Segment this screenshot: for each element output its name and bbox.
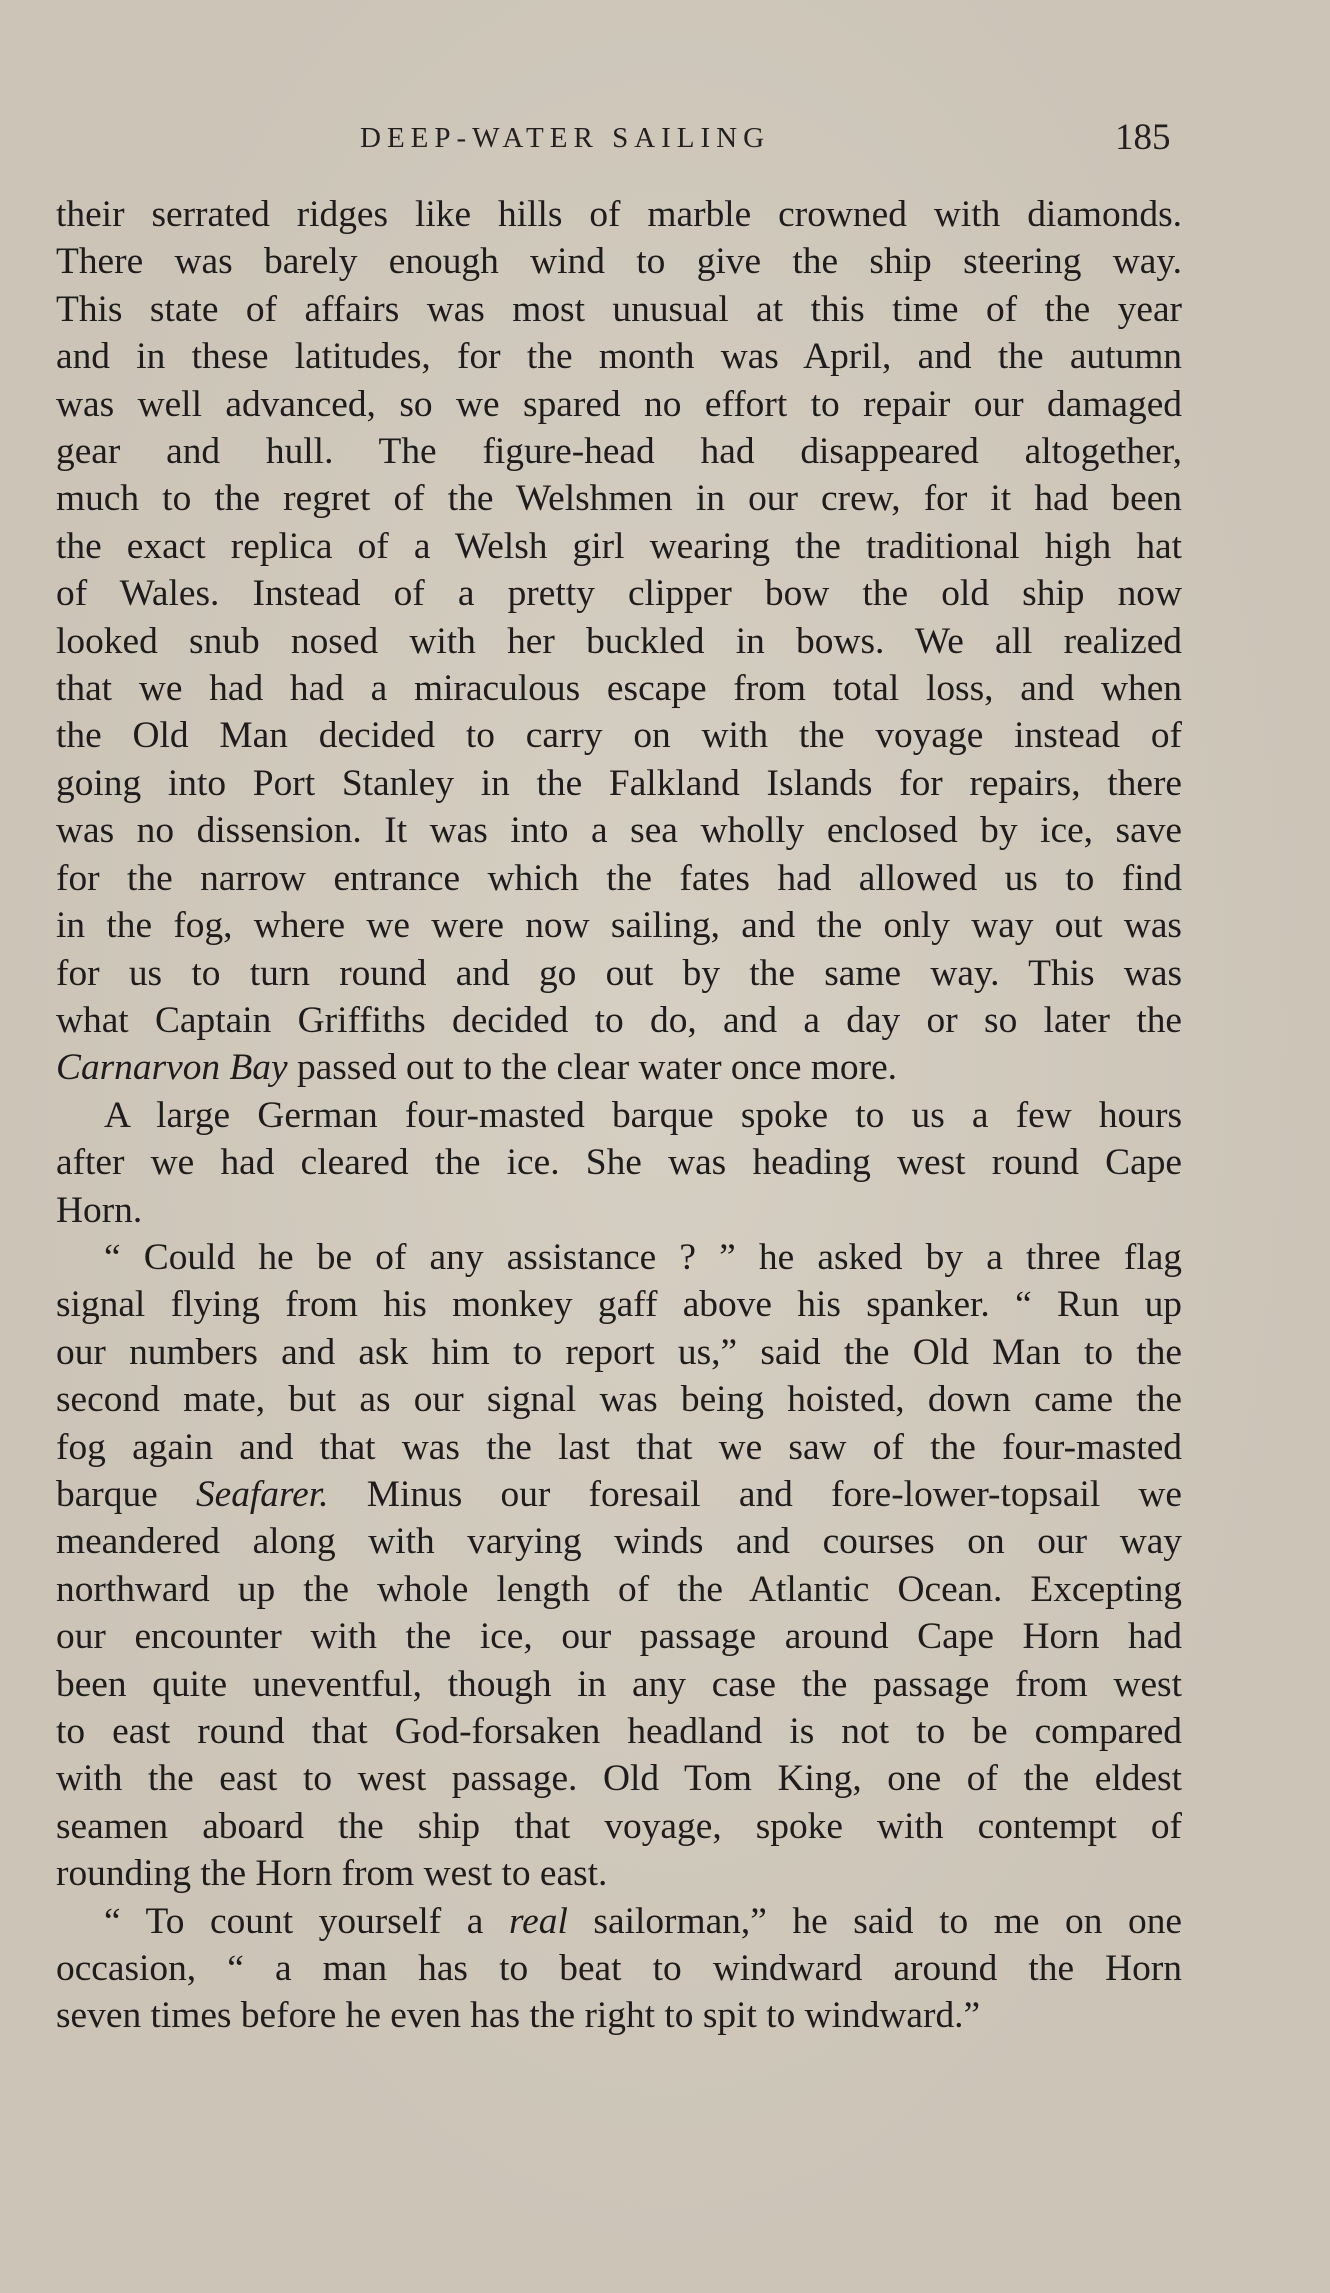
- text-fragment: sailorman,” he said to me on one: [567, 1900, 1182, 1942]
- text-fragment: passed out to the clear water once more.: [287, 1047, 898, 1089]
- text-fragment: barque: [56, 1473, 196, 1515]
- text-line: looked snub nosed with her buckled in bows. We all realized: [56, 620, 1182, 662]
- text-line: the exact replica of a Welsh girl wearing the traditional high hat: [56, 525, 1182, 567]
- emphasis-italic: real: [508, 1900, 568, 1942]
- ship-name-italic: Seafarer.: [195, 1473, 329, 1515]
- text-line: much to the regret of the Welshmen in our crew, for it had been: [56, 478, 1182, 520]
- text-line: gear and hull. The figure-head had disappeared altogether,: [56, 431, 1182, 473]
- text-line: fog again and that was the last that we saw of the four-masted: [56, 1426, 1182, 1468]
- ship-name-italic: Carnarvon Bay: [56, 1047, 288, 1089]
- paragraph-3: [56, 1234, 1182, 1898]
- text-line: northward up the whole length of the Atlantic Ocean. Excepting: [56, 1568, 1182, 1610]
- text-line: Horn.: [56, 1189, 143, 1231]
- text-fragment: “ To count yourself a: [104, 1900, 509, 1942]
- paragraph-2: [56, 1092, 1182, 1234]
- text-line: their serrated ridges like hills of marble crowned with diamonds.: [56, 194, 1182, 235]
- text-line: occasion, “ a man has to beat to windward around the Horn: [56, 1948, 1182, 1990]
- text-line: “ Could he be of any assistance ? ” he asked by a three flag: [104, 1236, 1182, 1278]
- text-line: to east round that God-forsaken headland is not to be compared: [56, 1711, 1182, 1752]
- text-line: seamen aboard the ship that voyage, spoke with contempt of: [56, 1805, 1182, 1847]
- paragraph-1: [56, 191, 1182, 1092]
- running-head: [0, 113, 1330, 163]
- text-line: This state of affairs was most unusual at this time of the year: [56, 288, 1182, 330]
- text-line: rounding the Horn from west to east.: [56, 1853, 608, 1895]
- text-line: what Captain Griffiths decided to do, and a day or so later the: [56, 999, 1182, 1041]
- text-line: seven times before he even has the right to spit to windward.”: [56, 1995, 981, 2037]
- text-line: with the east to west passage. Old Tom King, one of the eldest: [56, 1758, 1182, 1800]
- text-line: and in these latitudes, for the month was April, and the autumn: [56, 336, 1182, 378]
- text-line: for us to turn round and go out by the same way. This was: [56, 952, 1182, 994]
- text-line: was well advanced, so we spared no effort to repair our damaged: [56, 383, 1182, 425]
- text-line: the Old Man decided to carry on with the voyage instead of: [56, 715, 1182, 757]
- text-line: for the narrow entrance which the fates had allowed us to find: [56, 857, 1182, 899]
- text-line: our numbers and ask him to report us,” said the Old Man to the: [56, 1331, 1182, 1373]
- text-line: of Wales. Instead of a pretty clipper bow the old ship now: [56, 573, 1182, 615]
- text-line: signal flying from his monkey gaff above his spanker. “ Run up: [56, 1284, 1182, 1326]
- text-line: going into Port Stanley in the Falkland Islands for repairs, there: [56, 762, 1182, 804]
- body-text: [56, 191, 1182, 2040]
- text-line: second mate, but as our signal was being hoisted, down came the: [56, 1379, 1182, 1421]
- text-line: our encounter with the ice, our passage around Cape Horn had: [56, 1616, 1182, 1658]
- text-line: meandered along with varying winds and courses on our way: [56, 1521, 1182, 1563]
- text-line: There was barely enough wind to give the ship steering way.: [56, 241, 1182, 283]
- text-line: in the fog, where we were now sailing, and the only way out was: [56, 905, 1182, 947]
- running-head-title: DEEP-WATER SAILING: [360, 122, 771, 154]
- text-line: that we had had a miraculous escape from total loss, and when: [56, 668, 1182, 710]
- paragraph-4: [56, 1898, 1182, 2040]
- text-line: [56, 1898, 1182, 1945]
- page-number: 185: [1115, 117, 1171, 158]
- text-line: [56, 1044, 1182, 1091]
- text-line: after we had cleared the ice. She was heading west round Cape: [56, 1142, 1182, 1184]
- text-line: [56, 1471, 1182, 1518]
- text-line: A large German four-masted barque spoke to us a few hours: [104, 1094, 1182, 1136]
- text-line: been quite uneventful, though in any case the passage from west: [56, 1663, 1182, 1705]
- text-fragment: Minus our foresail and fore-lower-topsail we: [328, 1473, 1183, 1515]
- text-line: was no dissension. It was into a sea wholly enclosed by ice, save: [56, 810, 1182, 852]
